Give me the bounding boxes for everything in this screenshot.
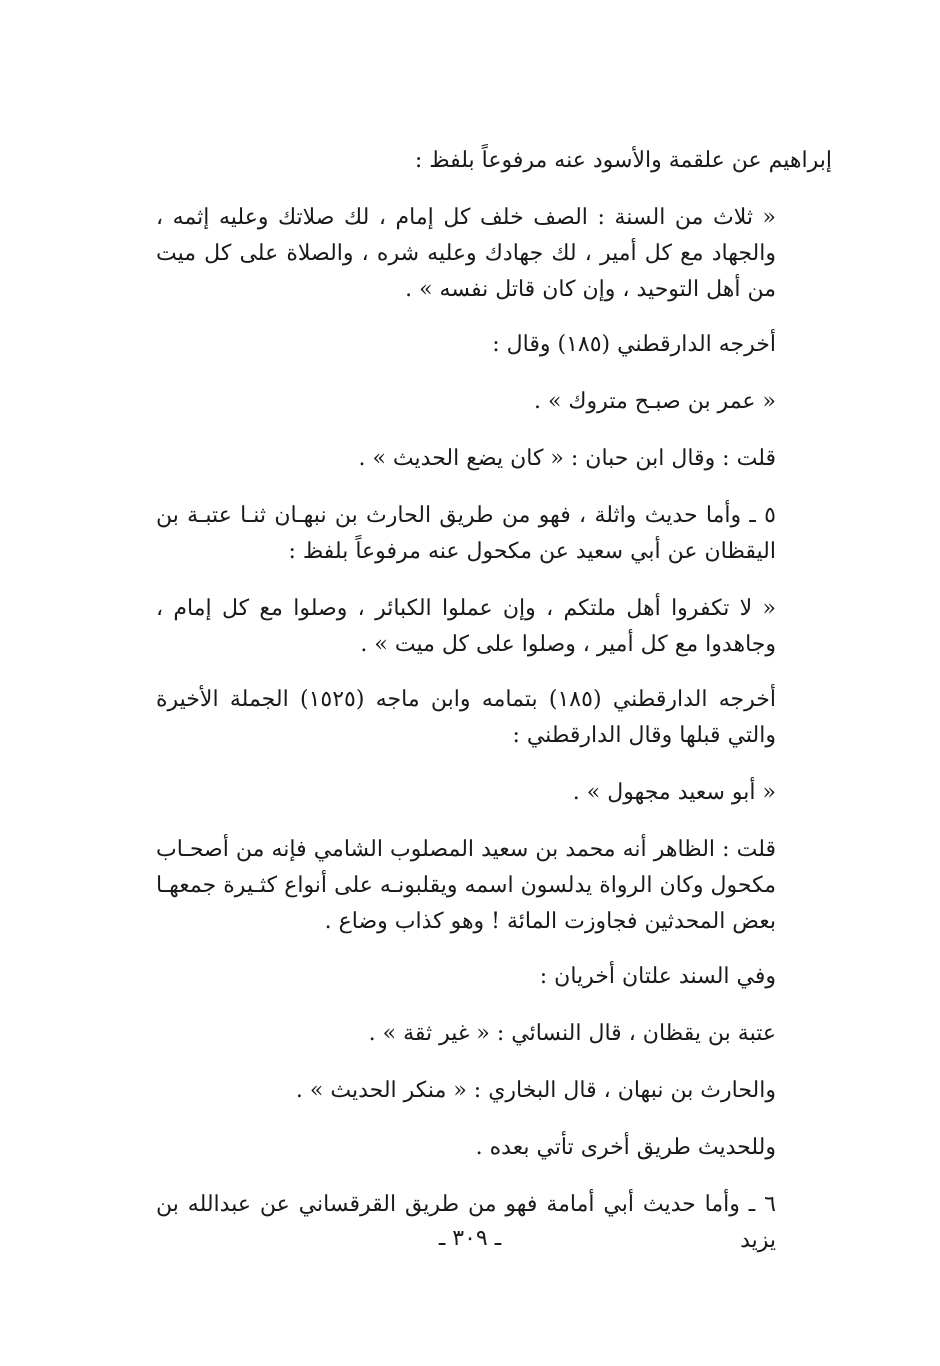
paragraph-ibn-hibban: قلت : وقال ابن حبان : « كان يضع الحديث » .	[358, 446, 776, 471]
quote-abu-said: « أبو سعيد مجهول » .	[572, 780, 776, 805]
paragraph-daraqutni-2: أخرجه الدارقطني (١٨٥) بتمامه وابن ماجه (١٥٢٥) الجملة الأخيرة والتي قبلها وقال الدارقطني :	[156, 687, 777, 748]
paragraph-masloob: قلت : الظاهر أنه محمد بن سعيد المصلوب الشامي فإنه من أصحـاب مكحول وكان الرواة يدلسون اسمه ويقلبونـه على أنواع كثـيرة جمعهـا بعض المحدثين فجاوزت المائة ! وهو كذاب وضاع .	[156, 837, 776, 934]
quote-la-takfiru: « لا تكفروا أهل ملتكم ، وإن عملوا الكبائر ، وصلوا مع كل إمام ، وجاهدوا مع كل أمير ، وصلوا على كل ميت » .	[156, 596, 776, 657]
quote-umar-matruk: « عمر بن صبـح متروك » .	[533, 389, 776, 414]
paragraph-daraqutni-1: أخرجه الدارقطني (١٨٥) وقال :	[492, 332, 776, 357]
paragraph-wathila: ٥ ـ وأما حديث واثلة ، فهو من طريق الحارث بن نبهـان ثنـا عتبـة بن اليقظان عن أبي سعيد عن مكحول عنه مرفوعاً بلفظ :	[156, 503, 776, 564]
paragraph-another-route: وللحديث طريق أخرى تأتي بعده .	[475, 1135, 776, 1160]
page-number: ـ ٣٠٩ ـ	[438, 1226, 502, 1251]
paragraph-abu-umama: ٦ ـ وأما حديث أبي أمامة فهو من طريق القرقساني عن عبدالله بن يزيد	[156, 1192, 776, 1253]
paragraph-utba: عتبة بن يقظان ، قال النسائي : « غير ثقة » .	[368, 1021, 776, 1046]
quote-three-sunnah: « ثلاث من السنة : الصف خلف كل إمام ، لك صلاتك وعليه إثمه ، والجهاد مع كل أمير ، لك جهادك وعليه شره ، والصلاة على كل ميت من أهل التوحيد ، وإن كان قاتل نفسه » .	[156, 205, 776, 302]
paragraph-harith: والحارث بن نبهان ، قال البخاري : « منكر الحديث » .	[295, 1078, 776, 1103]
paragraph-continuation: إبراهيم عن علقمة والأسود عنه مرفوعاً بلفظ :	[414, 148, 832, 173]
paragraph-two-defects: وفي السند علتان أخريان :	[539, 964, 776, 989]
page-body	[156, 143, 832, 1259]
